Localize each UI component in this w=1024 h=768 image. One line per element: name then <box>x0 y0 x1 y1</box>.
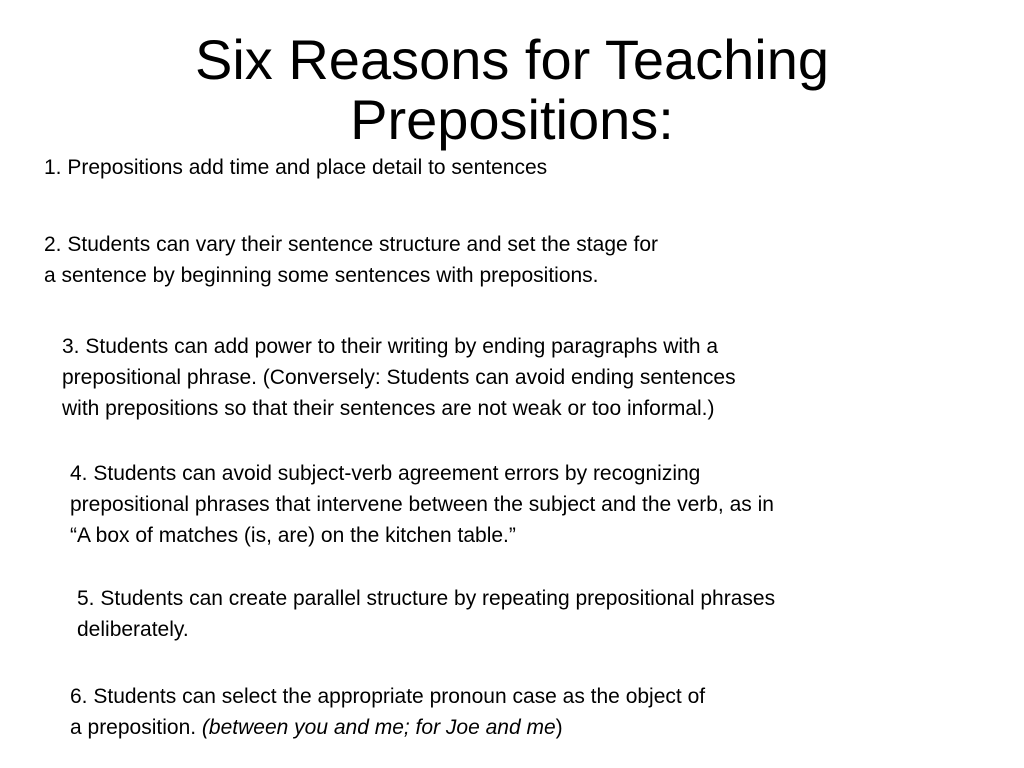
slide-title-line-1: Six Reasons for Teaching <box>195 28 829 91</box>
reason-2-line-1: 2. Students can vary their sentence structure and set the stage for <box>44 233 659 256</box>
reason-3 <box>62 331 736 424</box>
reason-6 <box>70 681 705 743</box>
reason-4-line-2: prepositional phrases that intervene between the subject and the verb, as in <box>70 493 774 516</box>
reason-2-line-2: a sentence by beginning some sentences with prepositions. <box>44 264 599 287</box>
slide-title-line-2: Prepositions: <box>350 88 674 151</box>
reason-5-line-1: 5. Students can create parallel structure by repeating prepositional phrases <box>77 587 776 610</box>
reason-5-line-2: deliberately. <box>77 618 189 641</box>
slide-title <box>0 30 1024 150</box>
reason-6-line-1: 6. Students can select the appropriate pronoun case as the object of <box>70 685 706 708</box>
reason-4-line-1: 4. Students can avoid subject-verb agreement errors by recognizing <box>70 462 701 485</box>
reason-6-close-paren: ) <box>555 716 563 739</box>
reason-4 <box>70 458 774 551</box>
reason-3-line-1: 3. Students can add power to their writing by ending paragraphs with a <box>62 335 719 358</box>
reason-3-line-2: prepositional phrase. (Conversely: Students can avoid ending sentences <box>62 366 736 389</box>
reason-1 <box>44 152 547 183</box>
reason-3-line-3: with prepositions so that their sentences are not weak or too informal.) <box>62 397 715 420</box>
reason-5 <box>77 583 775 645</box>
reason-4-line-3: “A box of matches (is, are) on the kitchen table.” <box>70 524 516 547</box>
reason-6-plain-text: a preposition. <box>70 716 202 739</box>
reason-1-line-1: 1. Prepositions add time and place detail to sentences <box>44 156 548 179</box>
reason-6-line-2 <box>70 712 705 743</box>
reason-2 <box>44 229 658 291</box>
reason-6-example-italic: (between you and me; for Joe and me <box>201 716 556 739</box>
